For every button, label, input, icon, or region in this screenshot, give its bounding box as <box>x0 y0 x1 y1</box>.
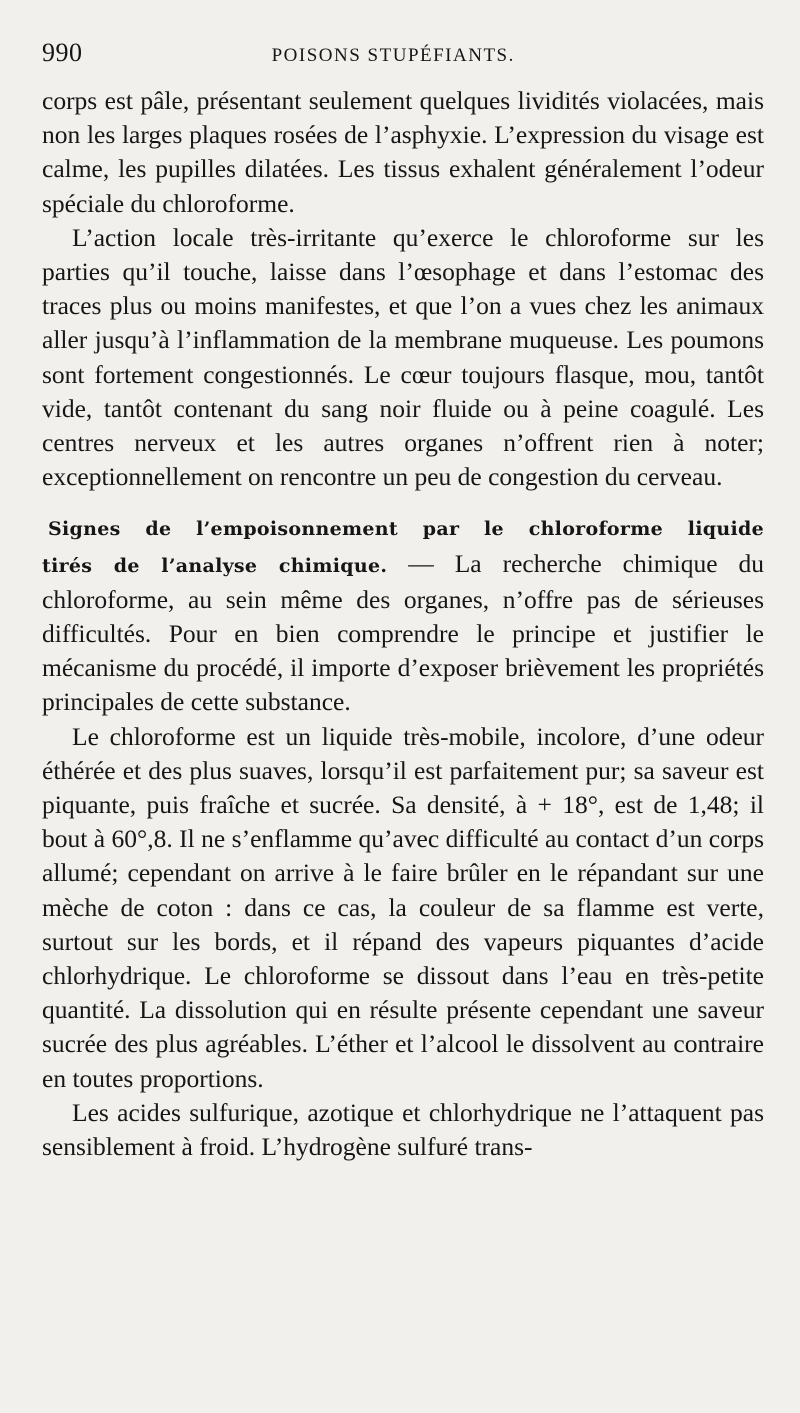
paragraph-properties: Le chloroforme est un liquide très-mobile, incolore, d’une odeur éthérée et des plus suaves, lorsqu’il est parfaitement pur; sa saveur est piquante, puis fraîche et sucrée. Sa densité, à + 18°, est de 1,48; il bout à 60°,8. Il ne s’enflamme qu’avec difficulté au contact d’un corps allumé; cependant on arrive à le faire brûler en le répandant sur une mèche de coton : dans ce cas, la couleur de sa flamme est verte, surtout sur les bords, et il répand des vapeurs piquantes d’acide chlorhydrique. Le chloroforme se dissout dans l’eau en très-petite quantité. La dissolution qui en résulte présente cependant une saveur sucrée des plus agréables. L’éther et l’alcool le dissolvent au contraire en toutes proportions. <box>42 721 764 1093</box>
running-head <box>42 38 764 84</box>
paragraph-body-continued: corps est pâle, présentant seulement quelques lividités violacées, mais non les larges plaques rosées de l’asphyxie. L’expression du visage est calme, les pupilles dilatées. Les tissus exhalent généralement l’odeur spéciale du chloroforme. <box>42 86 764 218</box>
section-intro-text: — La recherche chimique du chloroforme, au sein même des organes, n’offre pas de sérieuses difficultés. Pour en bien comprendre le principe et justifier le mécanisme du procédé, il importe d’exposer brièvement les propriétés principales de cette substance. <box>42 548 764 717</box>
page-number: 990 <box>42 38 83 67</box>
section-chemical-analysis <box>42 512 764 719</box>
paragraph-acids: Les acides sulfurique, azotique et chlorhydrique ne l’attaquent pas sensiblement à froid. L’hydrogène sulfuré trans- <box>42 1097 764 1162</box>
section-heading-line2: tirés de l’analyse chimique. <box>42 554 388 577</box>
running-title: POISONS STUPÉFIANTS. <box>271 45 515 66</box>
section-heading-line1: Signes de l’empoisonnement par le chloroforme liquide <box>48 518 764 541</box>
paragraph-local-action: L’action locale très-irritante qu’exerce le chloroforme sur les parties qu’il touche, laisse dans l’œsophage et dans l’estomac des traces plus ou moins manifestes, et que l’on a vues chez les animaux aller jusqu’à l’inflammation de la membrane muqueuse. Les poumons sont fortement congestionnés. Le cœur toujours flasque, mou, tantôt vide, tantôt contenant du sang noir fluide ou à peine coagulé. Les centres nerveux et les autres organes n’offrent rien à noter; exceptionnellement on rencontre un peu de congestion du cerveau. <box>42 222 764 492</box>
